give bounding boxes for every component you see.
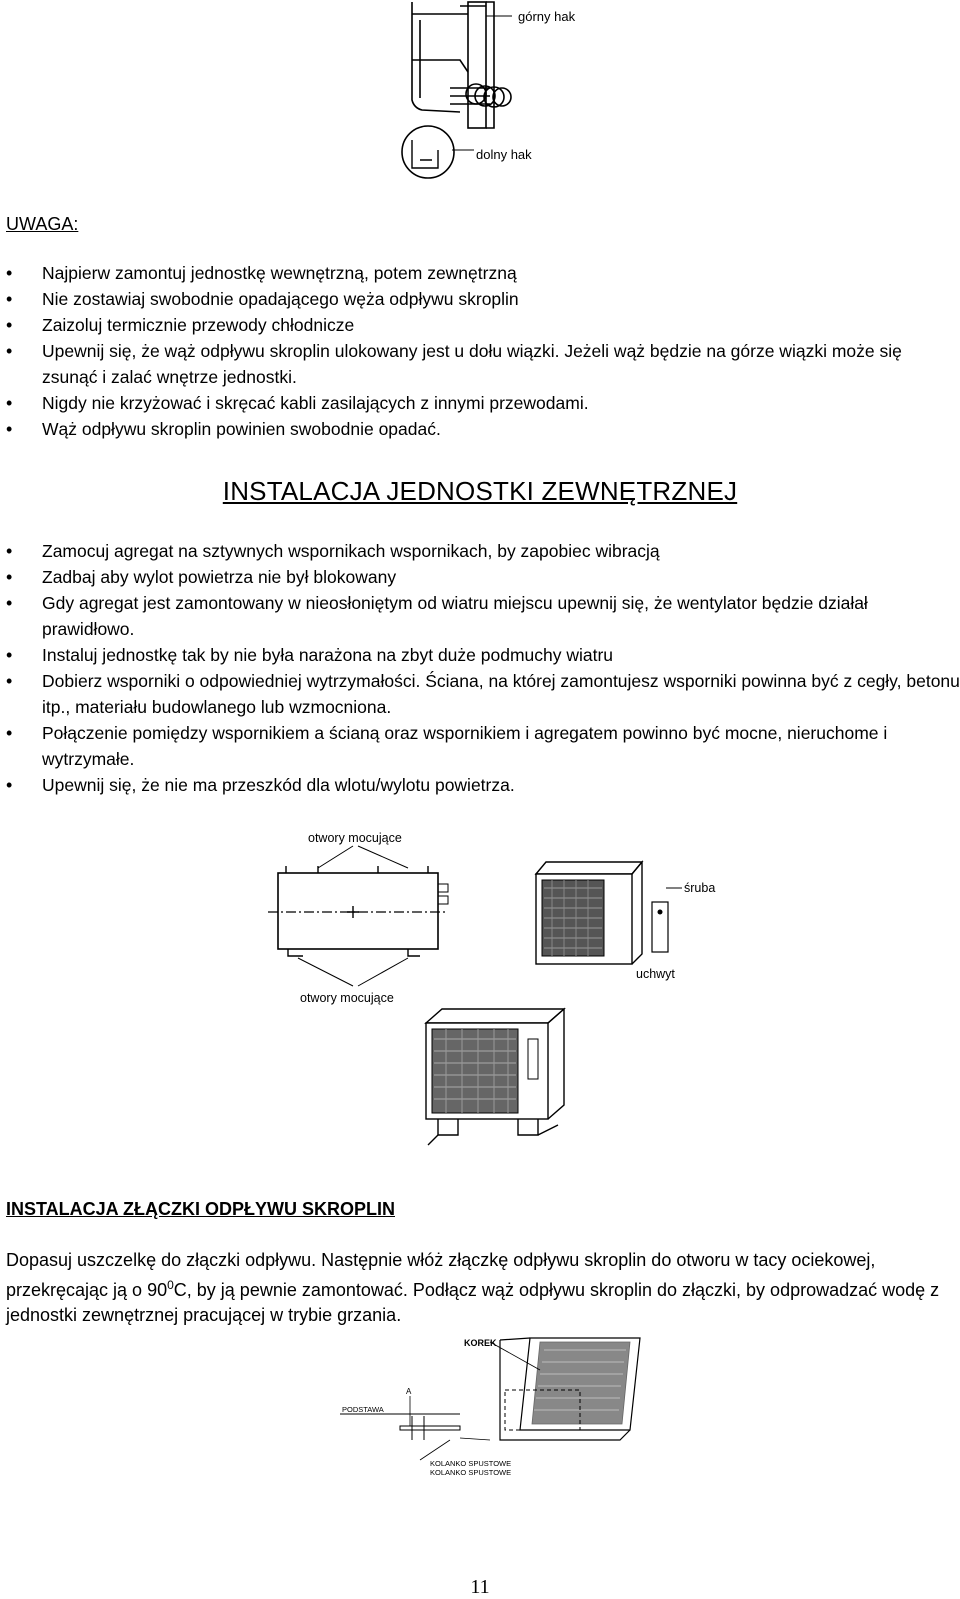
base-label: PODSTAWA: [342, 1405, 384, 1414]
list-item: • Upewnij się, że wąż odpływu skroplin ulokowany jest u dołu wiązki. Jeżeli wąż będzie na górze wiązki może się zsunąć i zalać wnętrze jednostki.: [0, 338, 960, 390]
list-item: • Połączenie pomiędzy wspornikiem a ścianą oraz wspornikiem i agregatem powinno być mocne, nieruchome i wytrzymałe.: [0, 720, 960, 772]
indoor-unit-hook-figure: [390, 0, 610, 185]
drain-text-part1: Dopasuj uszczelkę do złączki odpływu. Następnie włóż złączkę odpływu skroplin do otworu w tacy ociekowej, przekręcając ją o 90: [6, 1250, 876, 1300]
a-label: A: [406, 1387, 412, 1396]
mounting-holes-top-label: otwory mocujące: [308, 831, 402, 845]
list-item: • Gdy agregat jest zamontowany w nieosłoniętym od wiatru miejscu upewnij się, że wentylator będzie działał prawidłowo.: [0, 590, 960, 642]
uwaga-heading: UWAGA:: [6, 214, 79, 234]
list-item: • Wąż odpływu skroplin powinien swobodnie opadać.: [0, 416, 960, 442]
drain-install-paragraph: [6, 1248, 956, 1328]
upper-hook-label: górny hak: [518, 9, 576, 24]
drain-text-part2: C, by ją pewnie zamontować. Podłącz wąż odpływu skroplin do złączki, by odprowadzać wodę z jednostki zewnętrznej pracującej w trybie grzania.: [6, 1280, 940, 1325]
list-item: • Zaizoluj termicznie przewody chłodnicze: [0, 312, 960, 338]
page-number: 11: [470, 1576, 490, 1598]
screw-label: śruba: [684, 881, 716, 895]
list-item: • Nie zostawiaj swobodnie opadającego węża odpływu skroplin: [0, 286, 960, 312]
list-item: • Najpierw zamontuj jednostkę wewnętrzną, potem zewnętrzną: [0, 260, 960, 286]
outdoor-unit-screw-figure: [532, 858, 716, 988]
lower-hook-label: dolny hak: [476, 147, 532, 162]
plug-label: KOREK: [464, 1338, 497, 1348]
drain-elbow-figure: [340, 1330, 650, 1490]
mounting-holes-figure: [258, 828, 458, 1008]
list-item: • Zamocuj agregat na sztywnych wspornikach wspornikach, by zapobiec wibracją: [0, 538, 960, 564]
elbow-label-2: KOLANKO SPUSTOWE: [430, 1468, 512, 1477]
handle-label: uchwyt: [636, 967, 675, 981]
list-item: • Dobierz wsporniki o odpowiedniej wytrzymałości. Ściana, na której zamontujesz wsporniki powinna być z cegły, betonu itp., materiału budowlanego lub wzmocniona.: [0, 668, 960, 720]
list-item: • Instaluj jednostkę tak by nie była narażona na zbyt duże podmuchy wiatru: [0, 642, 960, 668]
elbow-label-1: KOLANKO SPUSTOWE: [430, 1459, 512, 1468]
uwaga-list: [0, 260, 960, 442]
list-item: • Nigdy nie krzyżować i skręcać kabli zasilających z innymi przewodami.: [0, 390, 960, 416]
outdoor-unit-stand-figure: [418, 1005, 578, 1155]
list-item: • Upewnij się, że nie ma przeszkód dla wlotu/wylotu powietrza.: [0, 772, 960, 798]
mounting-holes-bottom-label: otwory mocujące: [300, 991, 394, 1005]
list-item: • Zadbaj aby wylot powietrza nie był blokowany: [0, 564, 960, 590]
outdoor-install-heading: INSTALACJA JEDNOSTKI ZEWNĘTRZNEJ: [222, 476, 738, 506]
drain-install-heading: INSTALACJA ZŁĄCZKI ODPŁYWU SKROPLIN: [6, 1199, 395, 1219]
degree-superscript: 0: [167, 1278, 174, 1292]
outdoor-install-list: [0, 538, 960, 798]
